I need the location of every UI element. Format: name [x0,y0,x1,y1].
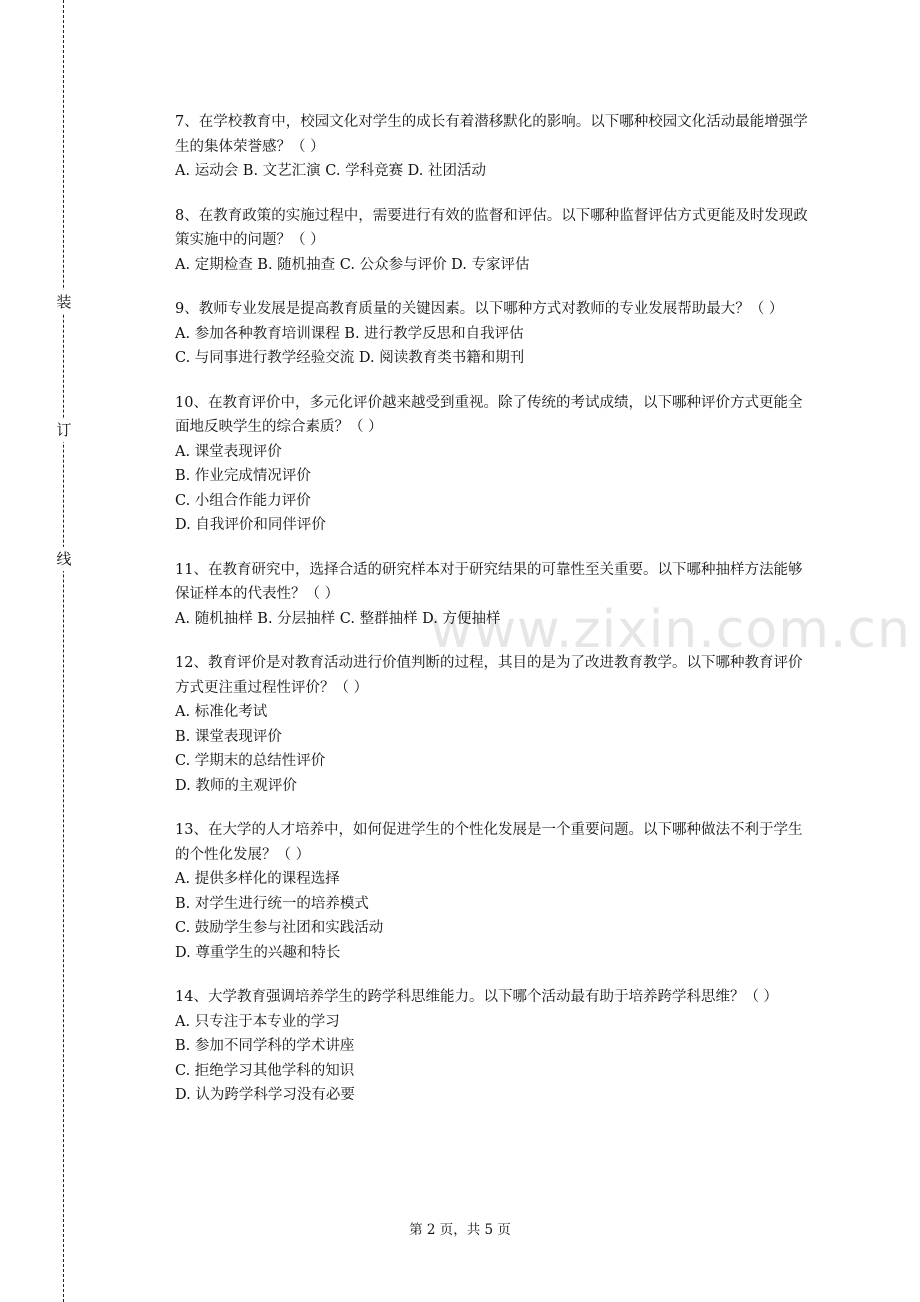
question-options-line: D. 尊重学生的兴趣和特长 [175,944,341,961]
binding-label-ding: 订 [54,418,74,442]
question-stem: 11、在教育研究中，选择合适的研究样本对于研究结果的可靠性至关重要。以下哪种抽样方法能够保证样本的代表性？（ ） [175,561,803,602]
question-options-line: C. 鼓励学生参与社团和实践活动 [175,920,384,936]
question-options-line: A. 课堂表现评价 [175,443,282,460]
question-options-line: C. 拒绝学习其他学科的知识 [175,1062,355,1079]
question-options-line: B. 课堂表现评价 [175,728,282,745]
question-11 [175,558,815,632]
question-options-line: D. 认为跨学科学习没有必要 [175,1087,355,1103]
binding-label-xian: 线 [54,547,74,571]
question-14 [175,985,815,1108]
binding-dashed-line [63,0,64,1302]
question-9 [175,297,815,371]
question-options-line: A. 标准化考试 [175,704,268,720]
question-stem: 13、在大学的人才培养中，如何促进学生的个性化发展是一个重要问题。以下哪种做法不利于学生的个性化发展？（ ） [175,822,803,863]
question-7 [175,110,815,184]
question-8 [175,204,815,278]
question-stem: 9、教师专业发展是提高教育质量的关键因素。以下哪种方式对教师的专业发展帮助最大？（ ） [175,301,784,317]
question-options-line: B. 参加不同学科的学术讲座 [175,1038,355,1054]
question-stem: 14、大学教育强调培养学生的跨学科思维能力。以下哪个活动最有助于培养跨学科思维？（ ） [175,989,779,1005]
page-footer: 第 2 页，共 5 页 [409,1222,511,1238]
question-stem: 10、在教育评价中，多元化评价越来越受到重视。除了传统的考试成绩，以下哪种评价方式更能全面地反映学生的综合素质？（ ） [175,394,803,435]
question-options-line: A. 随机抽样 B. 分层抽样 C. 整群抽样 D. 方便抽样 [175,610,501,627]
question-options-line: C. 学期末的总结性评价 [175,753,326,769]
question-options-line: A. 运动会 B. 文艺汇演 C. 学科竞赛 D. 社团活动 [175,163,487,179]
binding-label-zhuang: 装 [54,290,74,314]
question-12 [175,651,815,798]
question-options-line: A. 只专注于本专业的学习 [175,1013,340,1030]
question-options-line: C. 小组合作能力评价 [175,492,311,509]
question-10 [175,391,815,538]
question-stem: 8、在教育政策的实施过程中，需要进行有效的监督和评估。以下哪种监督评估方式更能及时发现政策实施中的问题？（ ） [175,207,808,248]
question-stem: 12、教育评价是对教育活动进行价值判断的过程，其目的是为了改进教育教学。以下哪种教育评价方式更注重过程性评价？（ ） [175,655,803,696]
question-list [175,110,815,1128]
question-options-line: A. 参加各种教育培训课程 B. 进行教学反思和自我评估 [175,325,524,342]
question-stem: 7、在学校教育中，校园文化对学生的成长有着潜移默化的影响。以下哪种校园文化活动最能增强学生的集体荣誉感？（ ） [175,114,808,155]
question-options-line: C. 与同事进行教学经验交流 D. 阅读教育类书籍和期刊 [175,350,525,366]
question-options-line: A. 定期检查 B. 随机抽查 C. 公众参与评价 D. 专家评估 [175,256,530,273]
question-options-line: D. 教师的主观评价 [175,777,297,794]
question-options-line: B. 作业完成情况评价 [175,468,311,484]
watermark: www.zixin.com.cn [430,600,911,660]
question-options-line: B. 对学生进行统一的培养模式 [175,895,369,912]
question-options-line: D. 自我评价和同伴评价 [175,517,326,533]
question-options-line: A. 提供多样化的课程选择 [175,871,340,887]
question-13 [175,818,815,965]
